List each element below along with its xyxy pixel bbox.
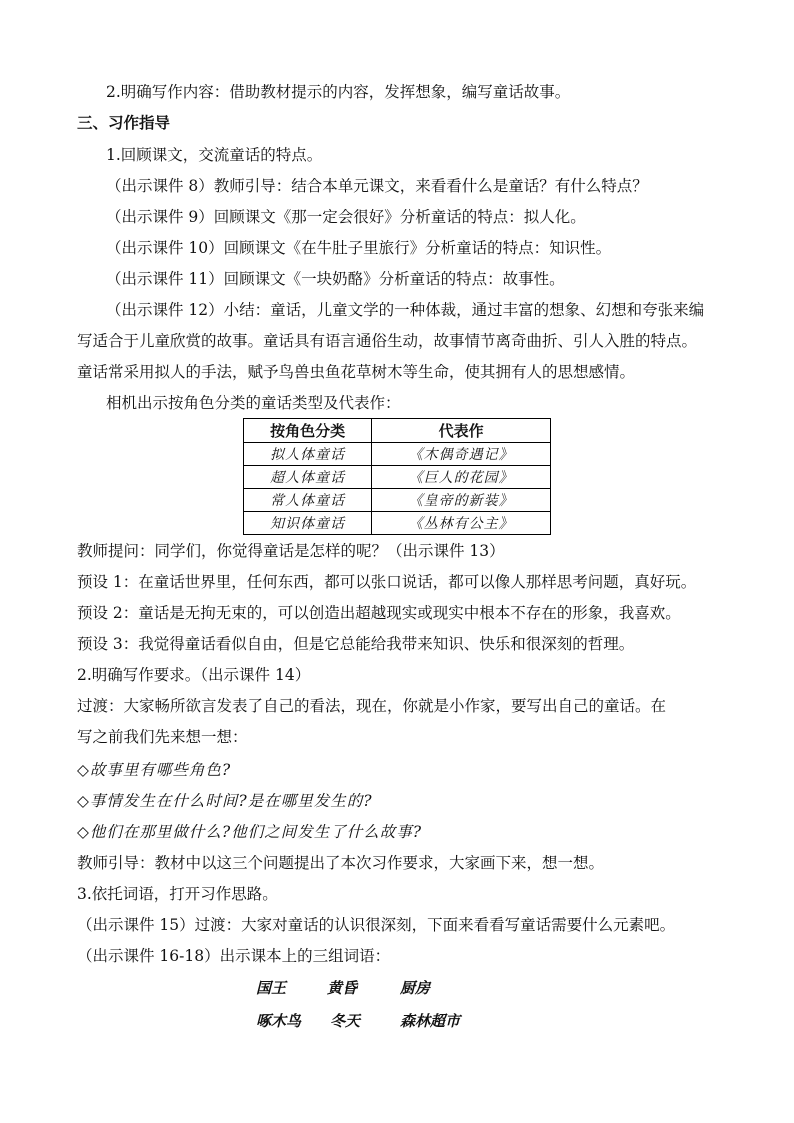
table-row xyxy=(244,489,551,512)
paragraph-line: 1.回顾课文，交流童话的特点。 xyxy=(106,146,323,164)
paragraph-line: 童话常采用拟人的手法，赋予鸟兽虫鱼花草树木等生命，使其拥有人的思想感情。 xyxy=(77,363,636,381)
word-item: 国王 xyxy=(256,979,287,997)
question-item: ◇事情发生在什么时间?是在哪里发生的? xyxy=(77,792,373,810)
paragraph-line: 写适合于儿童欣赏的故事。童话具有语言通俗生动，故事情节离奇曲折、引人入胜的特点。 xyxy=(77,332,698,350)
question-item: ◇故事里有哪些角色? xyxy=(77,761,232,779)
paragraph-line: （出示课件 8）教师引导：结合本单元课文，来看看什么是童话？有什么特点？ xyxy=(106,177,648,195)
table-row xyxy=(244,512,551,535)
paragraph-line: 预设 3：我觉得童话看似自由，但是它总能给我带来知识、快乐和很深刻的哲理。 xyxy=(77,635,635,653)
word-item: 黄昏 xyxy=(327,979,358,997)
table-cell: 《丛林有公主》 xyxy=(372,512,551,535)
paragraph-line: （出示课件 12）小结：童话，儿童文学的一种体裁，通过丰富的想象、幻想和夸张来编 xyxy=(106,301,705,319)
question-item: ◇他们在那里做什么?他们之间发生了什么故事? xyxy=(77,823,423,841)
table-header-cell: 按角色分类 xyxy=(244,419,372,443)
table-row xyxy=(244,443,551,466)
section-heading: 三、习作指导 xyxy=(77,113,171,132)
paragraph-line: 3.依托词语，打开习作思路。 xyxy=(77,885,278,903)
paragraph-line: （出示课件 16-18）出示课本上的三组词语： xyxy=(77,947,391,965)
table-cell: 《皇帝的新装》 xyxy=(372,489,551,512)
table-header-row xyxy=(244,419,551,443)
paragraph-line: 预设 1：在童话世界里，任何东西，都可以张口说话，都可以像人那样思考问题，真好玩。 xyxy=(77,573,697,591)
table-cell: 《木偶奇遇记》 xyxy=(372,443,551,466)
table-cell: 《巨人的花园》 xyxy=(372,466,551,489)
table-cell: 拟人体童话 xyxy=(244,443,372,466)
paragraph-line: 2.明确写作内容：借助教材提示的内容，发挥想象，编写童话故事。 xyxy=(106,83,571,101)
paragraph-line: （出示课件 10）回顾课文《在牛肚子里旅行》分析童话的特点：知识性。 xyxy=(106,239,612,257)
paragraph-line: （出示课件 15）过渡：大家对童话的认识很深刻，下面来看看写童话需要什么元素吧。 xyxy=(77,916,676,934)
paragraph-line: （出示课件 11）回顾课文《一块奶酪》分析童话的特点：故事性。 xyxy=(106,270,565,288)
word-item: 厨房 xyxy=(400,979,431,997)
paragraph-line: 过渡：大家畅所欲言发表了自己的看法，现在，你就是小作家，要写出自己的童话。在 xyxy=(77,697,667,715)
table-header-cell: 代表作 xyxy=(372,419,551,443)
table-cell: 超人体童话 xyxy=(244,466,372,489)
paragraph-line: 教师引导：教材中以这三个问题提出了本次习作要求，大家画下来，想一想。 xyxy=(77,854,605,872)
paragraph-line: 写之前我们先来想一想： xyxy=(77,728,248,746)
paragraph-line: 预设 2：童话是无拘无束的，可以创造出超越现实或现实中根本不存在的形象，我喜欢。 xyxy=(77,604,681,622)
fairy-tale-type-table xyxy=(243,418,551,535)
paragraph-line: 相机出示按角色分类的童话类型及代表作： xyxy=(106,394,401,412)
table-cell: 常人体童话 xyxy=(244,489,372,512)
table-row xyxy=(244,466,551,489)
word-item: 冬天 xyxy=(330,1012,361,1030)
word-item: 森林超市 xyxy=(400,1012,461,1030)
paragraph-line: 教师提问：同学们，你觉得童话是怎样的呢？（出示课件 13） xyxy=(77,542,505,560)
table-cell: 知识体童话 xyxy=(244,512,372,535)
paragraph-line: 2.明确写作要求。（出示课件 14） xyxy=(77,666,311,684)
paragraph-line: （出示课件 9）回顾课文《那一定会很好》分析童话的特点：拟人化。 xyxy=(106,208,586,226)
word-item: 啄木鸟 xyxy=(256,1012,302,1030)
